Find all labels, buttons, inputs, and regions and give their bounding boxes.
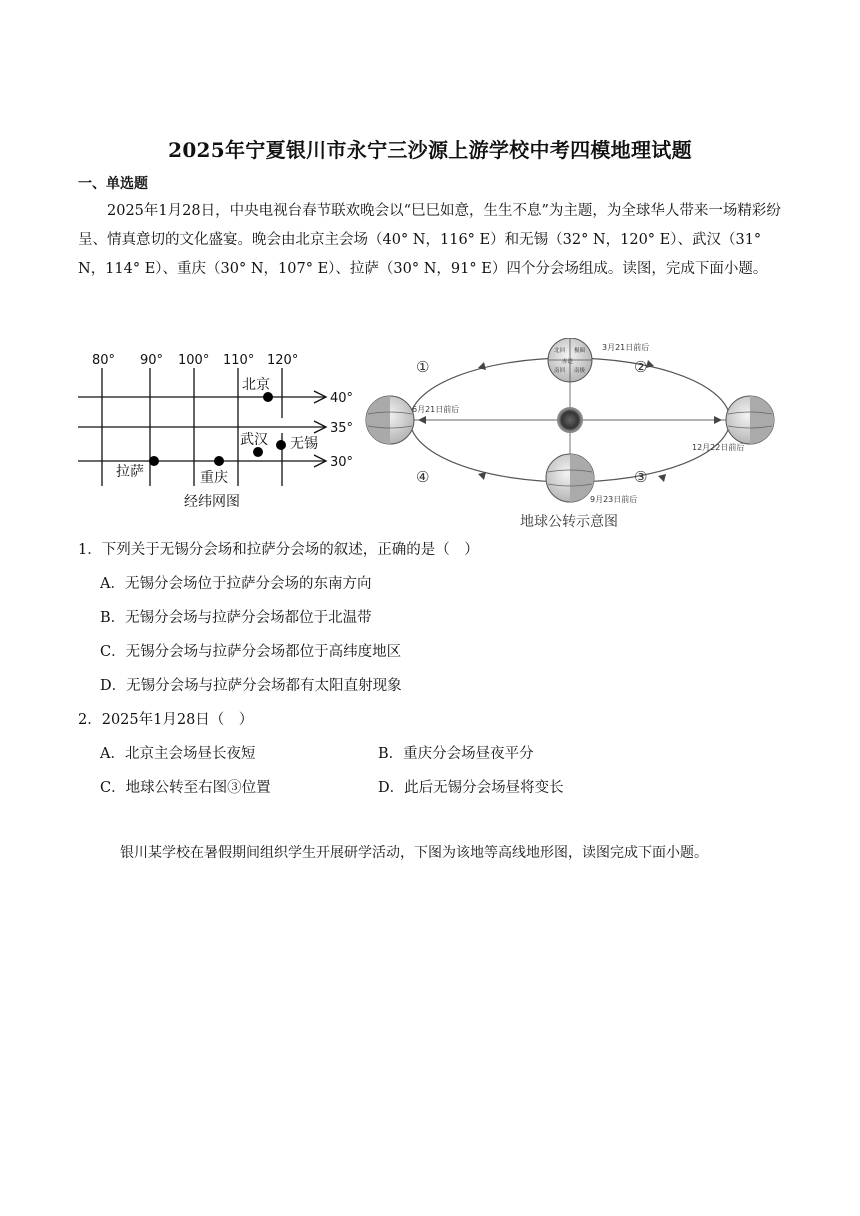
intro-passage: 2025年1月28日，中央电视台春节联欢晚会以“巳巳如意，生生不息”为主题，为全球华人带来一场精彩纷呈、情真意切的文化盛宴。晚会由北京主会场（40° N，116° E）和无锡（32° N，120° E）、武汉（31° N，114° E）、重庆（30° N，107° E）、拉萨（30° N，91° E）四个分会场组成。读图，完成下面小题。 bbox=[78, 203, 781, 277]
sun-icon bbox=[558, 408, 582, 432]
wuhan-dot bbox=[253, 447, 263, 457]
lon-label: 90° bbox=[140, 353, 164, 368]
earth-revolution-diagram bbox=[360, 338, 800, 534]
city-label-wuxi: 无锡 bbox=[290, 436, 318, 452]
lhasa-dot bbox=[149, 456, 159, 466]
orbit-marker-2: ② bbox=[634, 358, 648, 376]
globe-label: 南回 bbox=[554, 368, 566, 374]
wuxi-dot bbox=[276, 440, 286, 450]
city-label-beijing: 北京 bbox=[242, 377, 270, 393]
globe-label: 赤道 bbox=[562, 359, 574, 365]
q1-option-d: D．无锡分会场与拉萨分会场都有太阳直射现象 bbox=[100, 678, 402, 694]
q2-option-a: A．北京主会场昼长夜短 bbox=[100, 746, 256, 762]
lat-label: 35° bbox=[330, 421, 354, 436]
city-label-wuhan: 武汉 bbox=[240, 432, 268, 448]
lat-lon-grid-map bbox=[78, 338, 368, 534]
lat-label: 40° bbox=[330, 391, 354, 406]
question-1-stem: 1．下列关于无锡分会场和拉萨分会场的叙述，正确的是（ ） bbox=[78, 542, 479, 558]
q2-option-c: C．地球公转至右图③位置 bbox=[100, 780, 271, 796]
date-label-spring: 3月21日前后 bbox=[602, 343, 650, 352]
q1-option-c: C．无锡分会场与拉萨分会场都位于高纬度地区 bbox=[100, 644, 402, 660]
lon-label: 120° bbox=[267, 353, 299, 368]
map-caption: 经纬网图 bbox=[184, 494, 240, 510]
orbit-marker-4: ④ bbox=[416, 468, 430, 486]
q2-option-b: B．重庆分会场昼夜平分 bbox=[378, 746, 534, 762]
city-label-chongqing: 重庆 bbox=[200, 470, 228, 486]
globe-top-icon bbox=[548, 338, 592, 382]
chongqing-dot bbox=[214, 456, 224, 466]
question-2-stem: 2．2025年1月28日（ ） bbox=[78, 712, 254, 728]
q1-option-a: A．无锡分会场位于拉萨分会场的东南方向 bbox=[100, 576, 372, 592]
globe-right-icon bbox=[726, 396, 774, 444]
section-heading: 一、单选题 bbox=[78, 176, 148, 192]
q1-option-b: B．无锡分会场与拉萨分会场都位于北温带 bbox=[100, 610, 372, 626]
date-label-winter: 12月22日前后 bbox=[692, 443, 745, 452]
date-label-autumn: 9月23日前后 bbox=[590, 495, 638, 504]
globe-label: 极圈 bbox=[574, 348, 586, 354]
beijing-dot bbox=[263, 392, 273, 402]
globe-label: 北回 bbox=[554, 348, 566, 354]
passage-2: 银川某学校在暑假期间组织学生开展研学活动，下图为该地等高线地形图，读图完成下面小题。 bbox=[120, 845, 708, 861]
orbit-marker-1: ① bbox=[416, 358, 430, 376]
page-title: 2025年宁夏银川市永宁三沙源上游学校中考四模地理试题 bbox=[168, 138, 692, 162]
lon-label: 110° bbox=[223, 353, 255, 368]
q2-option-d: D．此后无锡分会场昼将变长 bbox=[378, 780, 564, 796]
lat-label: 30° bbox=[330, 455, 354, 470]
date-label-summer: 6月21日前后 bbox=[412, 405, 460, 414]
lon-label: 100° bbox=[178, 353, 210, 368]
city-label-lhasa: 拉萨 bbox=[116, 464, 144, 480]
figures bbox=[78, 338, 798, 534]
orbit-marker-3: ③ bbox=[634, 468, 648, 486]
orbit-caption: 地球公转示意图 bbox=[520, 514, 618, 530]
globe-bottom-icon bbox=[546, 454, 594, 502]
globe-left-icon bbox=[366, 396, 414, 444]
globe-label: 南极 bbox=[574, 368, 586, 374]
lon-label: 80° bbox=[92, 353, 116, 368]
